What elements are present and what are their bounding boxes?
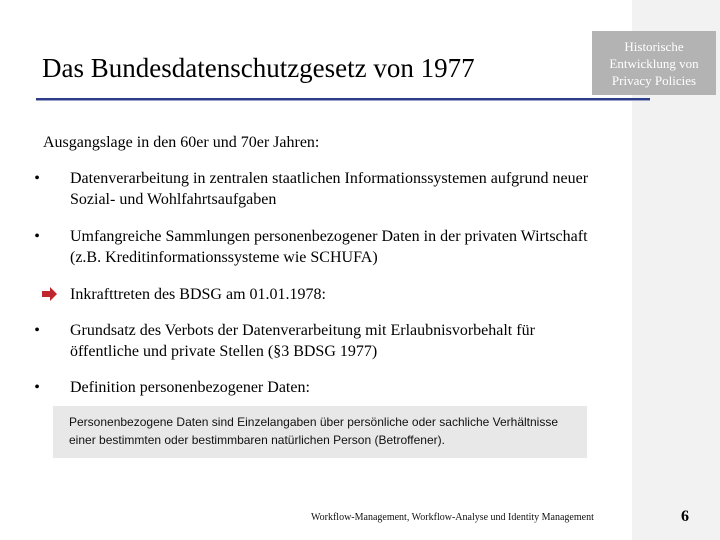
definition-text: Personenbezogene Daten sind Einzelangaben über persönliche oder sachliche Verhältnisse einer bestimmten oder bestimmbaren natürlichen Person (Betroffener). [69, 415, 558, 447]
bullet-marker: • [34, 379, 40, 396]
section-label-box [592, 31, 716, 95]
page-number: 6 [681, 508, 689, 525]
title-underline-shadow [36, 100, 650, 101]
slide-title: Das Bundesdatenschutzgesetz von 1977 [42, 53, 475, 83]
bullet-marker: • [34, 170, 40, 187]
bullet-marker: • [34, 228, 40, 245]
list-item-text: Inkrafttreten des BDSG am 01.01.1978: [70, 286, 326, 303]
definition-box [53, 406, 587, 458]
list-item [30, 320, 590, 362]
arrow-icon [42, 287, 58, 301]
list-item [30, 377, 590, 398]
intro-text: Ausgangslage in den 60er und 70er Jahren: [43, 134, 320, 151]
footer-text: Workflow-Management, Workflow-Analyse und Identity Management [311, 512, 594, 523]
list-item [30, 226, 590, 268]
section-label: Historische Entwicklung von Privacy Policies [609, 38, 699, 88]
list-item-text: Umfangreiche Sammlungen personenbezogener Daten in der privaten Wirtschaft (z.B. Kreditinformationssysteme wie SCHUFA) [70, 228, 588, 266]
list-item-text: Definition personenbezogener Daten: [70, 379, 310, 396]
list-item-text: Grundsatz des Verbots der Datenverarbeitung mit Erlaubnisvorbehalt für öffentliche und private Stellen (§3 BDSG 1977) [70, 322, 535, 360]
list-item [30, 284, 590, 305]
list-item [30, 168, 590, 210]
list-item-text: Datenverarbeitung in zentralen staatlichen Informationssystemen aufgrund neuer Sozial- und Wohlfahrtsaufgaben [70, 170, 589, 208]
bullet-marker: • [34, 322, 40, 339]
